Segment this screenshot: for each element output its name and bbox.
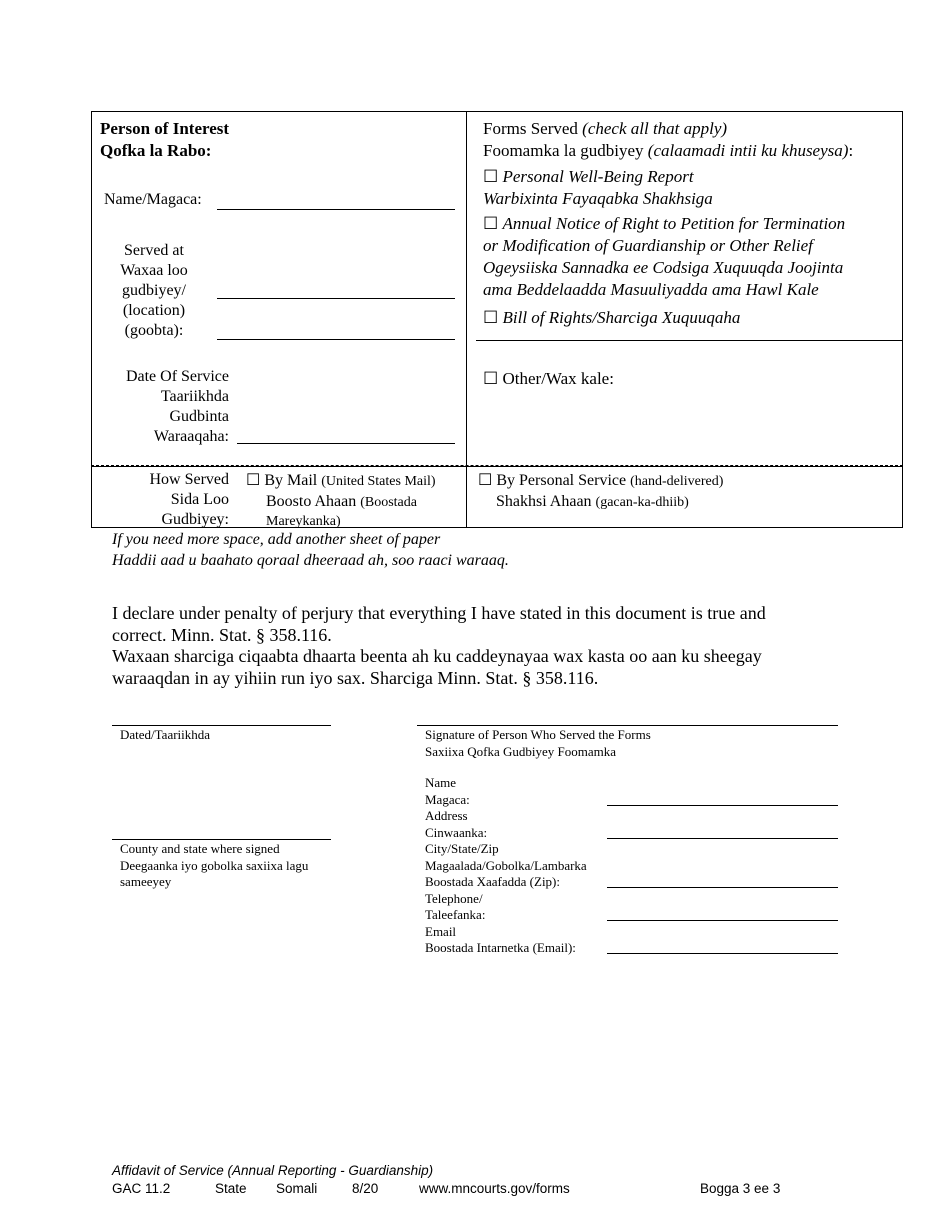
checkbox-personal-service[interactable]: ☐ [478,472,493,489]
personal-service-option[interactable] [478,471,723,513]
form-item-text: Personal Well-Being Report [502,167,694,186]
forms-heading [483,118,853,162]
person-heading-en: Person of Interest [100,119,230,138]
form-item-line [483,213,845,235]
how-served-line: How Served [149,471,229,488]
location-field-2[interactable] [217,339,455,340]
forms-heading-en-note: (check all that apply) [582,119,728,138]
served-at-line: (goobta): [124,322,184,339]
email-input-line[interactable] [607,953,838,954]
field-label-line: Boostada Xaafadda (Zip): [425,874,561,889]
declaration-line: correct. Minn. Stat. § 358.116. [112,624,332,645]
name-field[interactable] [217,209,455,210]
field-label-line: Boostada Intarnetka (Email): [425,940,576,955]
county-label-line: sameeyey [120,874,172,889]
field-label-line: Email [425,923,457,939]
checkbox-other[interactable]: ☐ [483,369,499,388]
by-mail-so-line [246,492,436,513]
served-at-line: Waxaa loo [120,262,188,279]
forms-heading-en-text: Forms Served [483,119,583,138]
field-label-line: Address [425,808,468,823]
date-of-service-label [105,367,229,447]
person-heading-so: Qofka la Rabo: [100,141,212,160]
footer-date: 8/20 [352,1181,379,1196]
form-item-line [483,166,713,188]
form-item-bill-of-rights [483,307,740,329]
footer-url[interactable]: www.mncourts.gov/forms [419,1181,570,1196]
field-label-line: Telephone/ [425,890,483,906]
date-of-service-field[interactable] [237,443,455,444]
personal-so-note: (gacan-ka-dhiib) [595,495,689,510]
form-item-text: Bill of Rights/Sharciga Xuquuqaha [502,308,741,327]
by-mail-line [246,471,436,492]
forms-heading-so-colon: : [848,141,854,160]
how-served-line: Gudbiyey: [161,511,229,528]
declaration-line: Waxaan sharciga ciqaabta dhaarta beenta ah ku caddeynayaa wax kasta oo aan ku sheegay [112,646,762,666]
field-label-telephone [425,891,587,924]
name-label: Name/Magaca: [104,191,202,208]
declaration [112,603,766,689]
by-mail-so-note-2: Mareykanka) [266,514,341,529]
footer-state: State [215,1181,247,1196]
field-label-name [425,775,587,808]
field-label-line: Magaca: [425,791,470,807]
by-mail-so-note: (Boostada [360,495,417,510]
address-input-line[interactable] [607,838,838,839]
field-label-city [425,841,587,891]
field-label-line: Taleefanka: [425,907,486,922]
served-at-label [99,241,209,341]
person-heading [100,118,229,162]
checkbox-by-mail[interactable]: ☐ [246,472,261,489]
name-input-line[interactable] [607,805,838,806]
field-label-line: Cinwaanka: [425,824,488,840]
forms-heading-so-note: (calaamadi intii ku khuseysa) [647,141,849,160]
form-item-text: ama Beddelaadda Masuuliyadda ama Hawl Kale [483,280,819,299]
form-item-wellbeing [483,166,713,210]
signature-label [425,727,651,760]
signature-line[interactable] [417,725,838,726]
how-served-line: Sida Loo [170,491,229,508]
row-divider-vertical [466,466,467,528]
by-mail-so-text: Boosto Ahaan [266,493,361,510]
city-input-line[interactable] [607,887,838,888]
served-at-line: gudbiyey/ [122,282,186,299]
personal-text: By Personal Service [496,472,631,489]
checkbox-bill-of-rights[interactable]: ☐ [483,308,499,327]
date-label-line: Gudbinta [169,408,229,425]
form-item-annual-notice [483,213,845,301]
forms-heading-so-text: Foomamka la gudbiyey [483,141,648,160]
by-mail-option[interactable] [246,471,436,531]
dated-line[interactable] [112,725,331,726]
forms-heading-so [483,140,853,162]
form-item-text: Annual Notice of Right to Petition for Termination [502,214,846,233]
space-note-en: If you need more space, add another sheet of paper [112,531,441,548]
telephone-input-line[interactable] [607,920,838,921]
signature-label-line: Saxiixa Qofka Gudbiyey Foomamka [425,743,616,759]
form-item-text: or Modification of Guardianship or Other Relief [483,236,813,255]
date-label-line: Taariikhda [160,388,229,405]
checkbox-annual-notice[interactable]: ☐ [483,214,499,233]
footer-code: GAC 11.2 [112,1181,171,1196]
form-item-text: Ogeysiiska Sannadka ee Codsiga Xuquuqda Joojinta [483,258,844,277]
dated-label: Dated/Taariikhda [120,727,211,742]
server-fields [425,775,587,957]
form-item-other [483,368,614,390]
by-mail-note: (United States Mail) [321,474,436,489]
served-at-line: (location) [122,302,186,319]
county-label-line: County and state where signed [120,841,280,856]
footer-language: Somali [276,1181,318,1196]
footer-title: Affidavit of Service (Annual Reporting - Guardianship) [112,1163,434,1178]
how-served-label [105,470,229,530]
field-label-address [425,808,587,841]
served-at-line: Served at [124,242,184,259]
field-label-email [425,924,587,957]
field-label-line: Name [425,775,457,790]
declaration-line: waraaqdan in ay yihiin run iyo sax. Sharciga Minn. Stat. § 358.116. [112,667,599,688]
signature-label-line: Signature of Person Who Served the Forms [425,727,651,742]
how-served-divider [91,465,903,467]
space-note-so: Haddii aad u baahato qoraal dheeraad ah, soo raaci waraaq. [112,552,509,569]
location-field-1[interactable] [217,298,455,299]
date-label-line: Date Of Service [125,368,229,385]
other-label: Other/Wax kale: [502,369,614,388]
county-label [120,841,308,891]
declaration-line: I declare under penalty of perjury that everything I have stated in this document is true and [112,603,766,623]
field-label-line: Magaalada/Gobolka/Lambarka [425,857,587,873]
date-label-line: Waraaqaha: [153,428,229,445]
county-label-line: Deegaanka iyo gobolka saxiixa lagu [120,857,309,873]
checkbox-wellbeing[interactable]: ☐ [483,167,499,186]
form-item-text: Warbixinta Fayaqabka Shakhsiga [483,189,713,208]
by-mail-text: By Mail [264,472,322,489]
footer-page-number: Bogga 3 ee 3 [700,1181,781,1196]
forms-divider [476,340,903,341]
personal-note: (hand-delivered) [630,474,724,489]
personal-so-line [478,492,723,513]
personal-so-text: Shakhsi Ahaan [496,493,596,510]
column-divider [466,111,467,466]
personal-line [478,471,723,492]
space-note [112,529,509,571]
county-line[interactable] [112,839,331,840]
forms-heading-en [483,118,853,140]
field-label-line: City/State/Zip [425,841,499,856]
